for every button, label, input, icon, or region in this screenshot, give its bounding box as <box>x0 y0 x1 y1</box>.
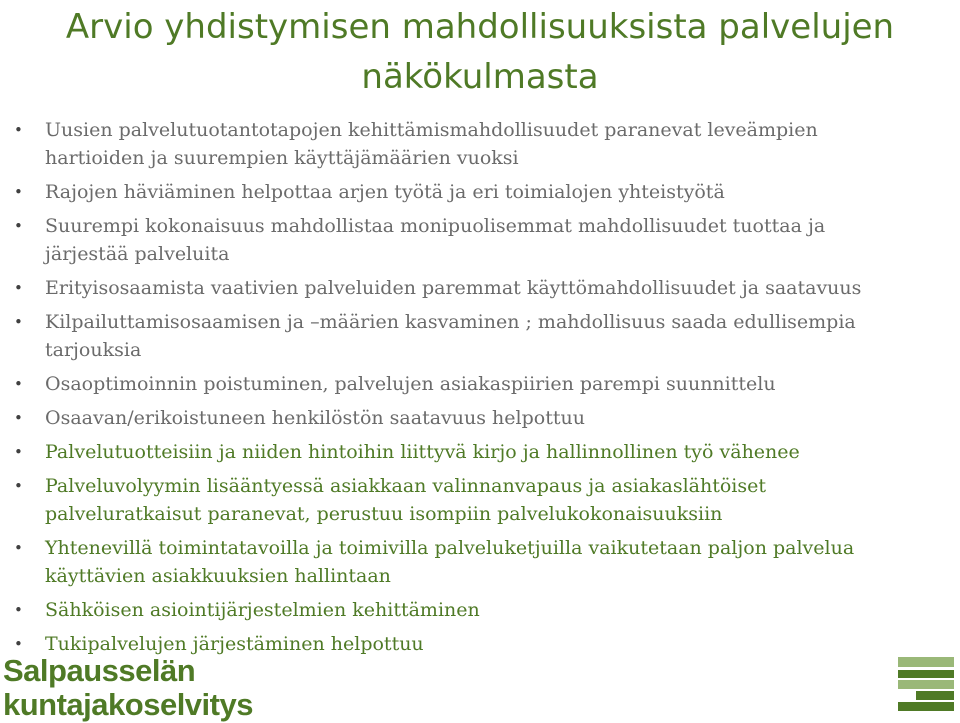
bullet-dot: • <box>14 601 23 619</box>
list-item <box>14 308 914 364</box>
list-item-text: Rajojen häviäminen helpottaa arjen työtä ja eri toimialojen yhteistyötä <box>45 181 725 203</box>
list-item <box>14 404 914 432</box>
list-item <box>14 534 914 590</box>
striped-square-logo-icon <box>898 657 954 713</box>
list-item-text: Erityisosaamista vaativien palveluiden paremmat käyttömahdollisuudet ja saatavuus <box>45 277 862 299</box>
organization-logo <box>3 654 253 722</box>
list-item <box>14 472 914 528</box>
slide-title <box>0 2 960 102</box>
list-item <box>14 596 914 624</box>
list-item <box>14 178 914 206</box>
bullet-dot: • <box>14 183 23 201</box>
list-item <box>14 370 914 398</box>
bullet-dot: • <box>14 477 23 495</box>
slide-title-line-2: näkökulmasta <box>361 57 599 97</box>
list-item <box>14 438 914 466</box>
list-item-text: Palvelutuotteisiin ja niiden hintoihin liittyvä kirjo ja hallinnollinen työ vähenee <box>45 441 800 463</box>
list-item <box>14 116 914 172</box>
list-item-text: Tukipalvelujen järjestäminen helpottuu <box>45 633 424 655</box>
bullet-dot: • <box>14 539 23 557</box>
list-item-text: Osaavan/erikoistuneen henkilöstön saatavuus helpottuu <box>45 407 585 429</box>
list-item-text: Uusien palvelutuotantotapojen kehittämismahdollisuudet paranevat leveämpien hartioiden ja suurempien käyttäjämäärien vuoksi <box>45 119 818 169</box>
bullet-dot: • <box>14 217 23 235</box>
bullet-dot: • <box>14 443 23 461</box>
bullet-dot: • <box>14 121 23 139</box>
bullet-dot: • <box>14 279 23 297</box>
bullet-dot: • <box>14 409 23 427</box>
list-item-text: Yhtenevillä toimintatavoilla ja toimivilla palveluketjuilla vaikutetaan paljon palvelua käyttävien asiakkuuksien hallintaan <box>45 537 855 587</box>
list-item <box>14 274 914 302</box>
logo-line-1: Salpausselän <box>3 653 196 688</box>
bullet-list <box>14 116 914 664</box>
logo-line-2: kuntajakoselvitys <box>3 687 253 722</box>
list-item-text: Suurempi kokonaisuus mahdollistaa monipuolisemmat mahdollisuudet tuottaa ja järjestää palveluita <box>45 215 826 265</box>
list-item-text: Sähköisen asiointijärjestelmien kehittäminen <box>45 599 480 621</box>
bullet-dot: • <box>14 375 23 393</box>
list-item-text: Osaoptimoinnin poistuminen, palvelujen asiakaspiirien parempi suunnittelu <box>45 373 776 395</box>
list-item-text: Palveluvolyymin lisääntyessä asiakkaan valinnanvapaus ja asiakaslähtöiset palveluratkaisut paranevat, perustuu isompiin palvelukokonaisuuksiin <box>45 475 767 525</box>
list-item <box>14 212 914 268</box>
slide-title-line-1: Arvio yhdistymisen mahdollisuuksista palvelujen <box>65 7 895 47</box>
list-item-text: Kilpailuttamisosaamisen ja –määrien kasvaminen ; mahdollisuus saada edullisempia tarjouksia <box>45 311 856 361</box>
bullet-dot: • <box>14 313 23 331</box>
bullet-dot: • <box>14 635 23 653</box>
